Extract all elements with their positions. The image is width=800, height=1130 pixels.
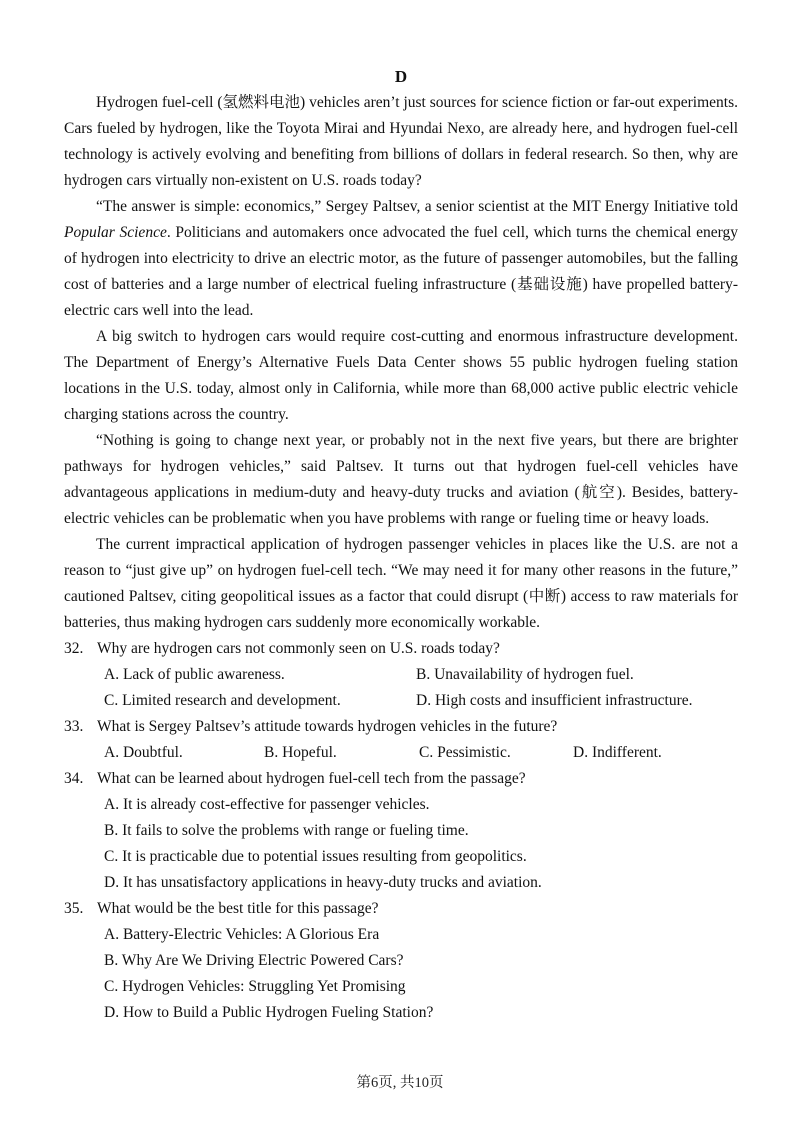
question-34 (64, 766, 738, 896)
question-number: 34. (64, 770, 84, 787)
option-35-c: C. Hydrogen Vehicles: Struggling Yet Promising (104, 978, 406, 995)
option-32-a: A. Lack of public awareness. (104, 666, 285, 683)
question-32-options (64, 662, 738, 714)
option-35-b: B. Why Are We Driving Electric Powered Cars? (104, 952, 404, 969)
question-35-stem (64, 896, 738, 922)
option-34-b: B. It fails to solve the problems with range or fueling time. (104, 822, 469, 839)
option-33-d: D. Indifferent. (573, 744, 662, 761)
question-35 (64, 896, 738, 1026)
question-number: 32. (64, 640, 84, 657)
passage-paragraph-3: A big switch to hydrogen cars would require cost-cutting and enormous infrastructure development. The Department of Energy’s Alternative Fuels Data Center shows 55 public hydrogen fueling station locations in the U.S. today, almost only in California, while more than 68,000 active public electric vehicle charging stations across the country. (64, 328, 738, 423)
option-32-c: C. Limited research and development. (104, 692, 341, 709)
question-33 (64, 714, 738, 766)
question-34-options (64, 792, 738, 896)
option-34-d: D. It has unsatisfactory applications in heavy-duty trucks and aviation. (104, 874, 542, 891)
option-35-a: A. Battery-Electric Vehicles: A Glorious Era (104, 926, 380, 943)
question-33-stem (64, 714, 738, 740)
question-number: 35. (64, 900, 84, 917)
option-34-a: A. It is already cost-effective for passenger vehicles. (104, 796, 430, 813)
question-32 (64, 636, 738, 714)
question-number: 33. (64, 718, 84, 735)
option-33-c: C. Pessimistic. (419, 744, 511, 761)
question-text: What would be the best title for this passage? (97, 900, 379, 917)
question-text: What is Sergey Paltsev’s attitude towards hydrogen vehicles in the future? (97, 718, 558, 735)
option-32-b: B. Unavailability of hydrogen fuel. (416, 666, 634, 683)
passage-paragraph-2 (64, 194, 738, 324)
question-32-stem (64, 636, 738, 662)
question-33-options (64, 740, 738, 766)
page-footer: 第6页, 共10页 (356, 1075, 444, 1091)
passage-paragraph-4: “Nothing is going to change next year, or probably not in the next five years, but there are brighter pathways for hydrogen vehicles,” said Paltsev. It turns out that hydrogen fuel-cell vehicles have advantageous applications in medium-duty and heavy-duty trucks and aviation (航空). Besides, battery-electric vehicles can be problematic when you have problems with range or fueling time or heavy loads. (64, 432, 738, 527)
section-label: D (394, 67, 408, 86)
option-33-a: A. Doubtful. (104, 744, 183, 761)
passage-paragraph-5: The current impractical application of hydrogen passenger vehicles in places like the U.S. are not a reason to “just give up” on hydrogen fuel-cell tech. “We may need it for many other reasons in the future,” cautioned Paltsev, citing geopolitical issues as a factor that could disrupt (中断) access to raw materials for batteries, thus making hydrogen cars suddenly more economically workable. (64, 536, 738, 631)
paragraph-text: “The answer is simple: economics,” Sergey Paltsev, a senior scientist at the MIT Energy Initiative told (96, 198, 738, 215)
option-34-c: C. It is practicable due to potential issues resulting from geopolitics. (104, 848, 527, 865)
passage-paragraph-1: Hydrogen fuel-cell (氢燃料电池) vehicles aren’t just sources for science fiction or far-out experiments. Cars fueled by hydrogen, like the Toyota Mirai and Hyundai Nexo, are already here, and hydrogen fuel-cell technology is actively evolving and benefiting from billions of dollars in federal research. So then, why are hydrogen cars virtually non-existent on U.S. roads today? (64, 94, 739, 189)
question-34-stem (64, 766, 738, 792)
question-35-options (64, 922, 738, 1026)
paragraph-text: . Politicians and automakers once advocated the fuel cell, which turns the chemical energy of hydrogen into electricity to drive an electric motor, as the future of passenger automobiles, but the falling cost of batteries and a large number of electrical fueling infrastructure (基础设施) have propelled battery-electric cars well into the lead. (64, 224, 738, 319)
question-text: Why are hydrogen cars not commonly seen on U.S. roads today? (97, 640, 500, 657)
option-35-d: D. How to Build a Public Hydrogen Fueling Station? (104, 1004, 434, 1021)
option-32-d: D. High costs and insufficient infrastructure. (416, 692, 693, 709)
option-33-b: B. Hopeful. (264, 744, 337, 761)
question-text: What can be learned about hydrogen fuel-cell tech from the passage? (97, 770, 526, 787)
magazine-title: Popular Science (64, 224, 167, 241)
